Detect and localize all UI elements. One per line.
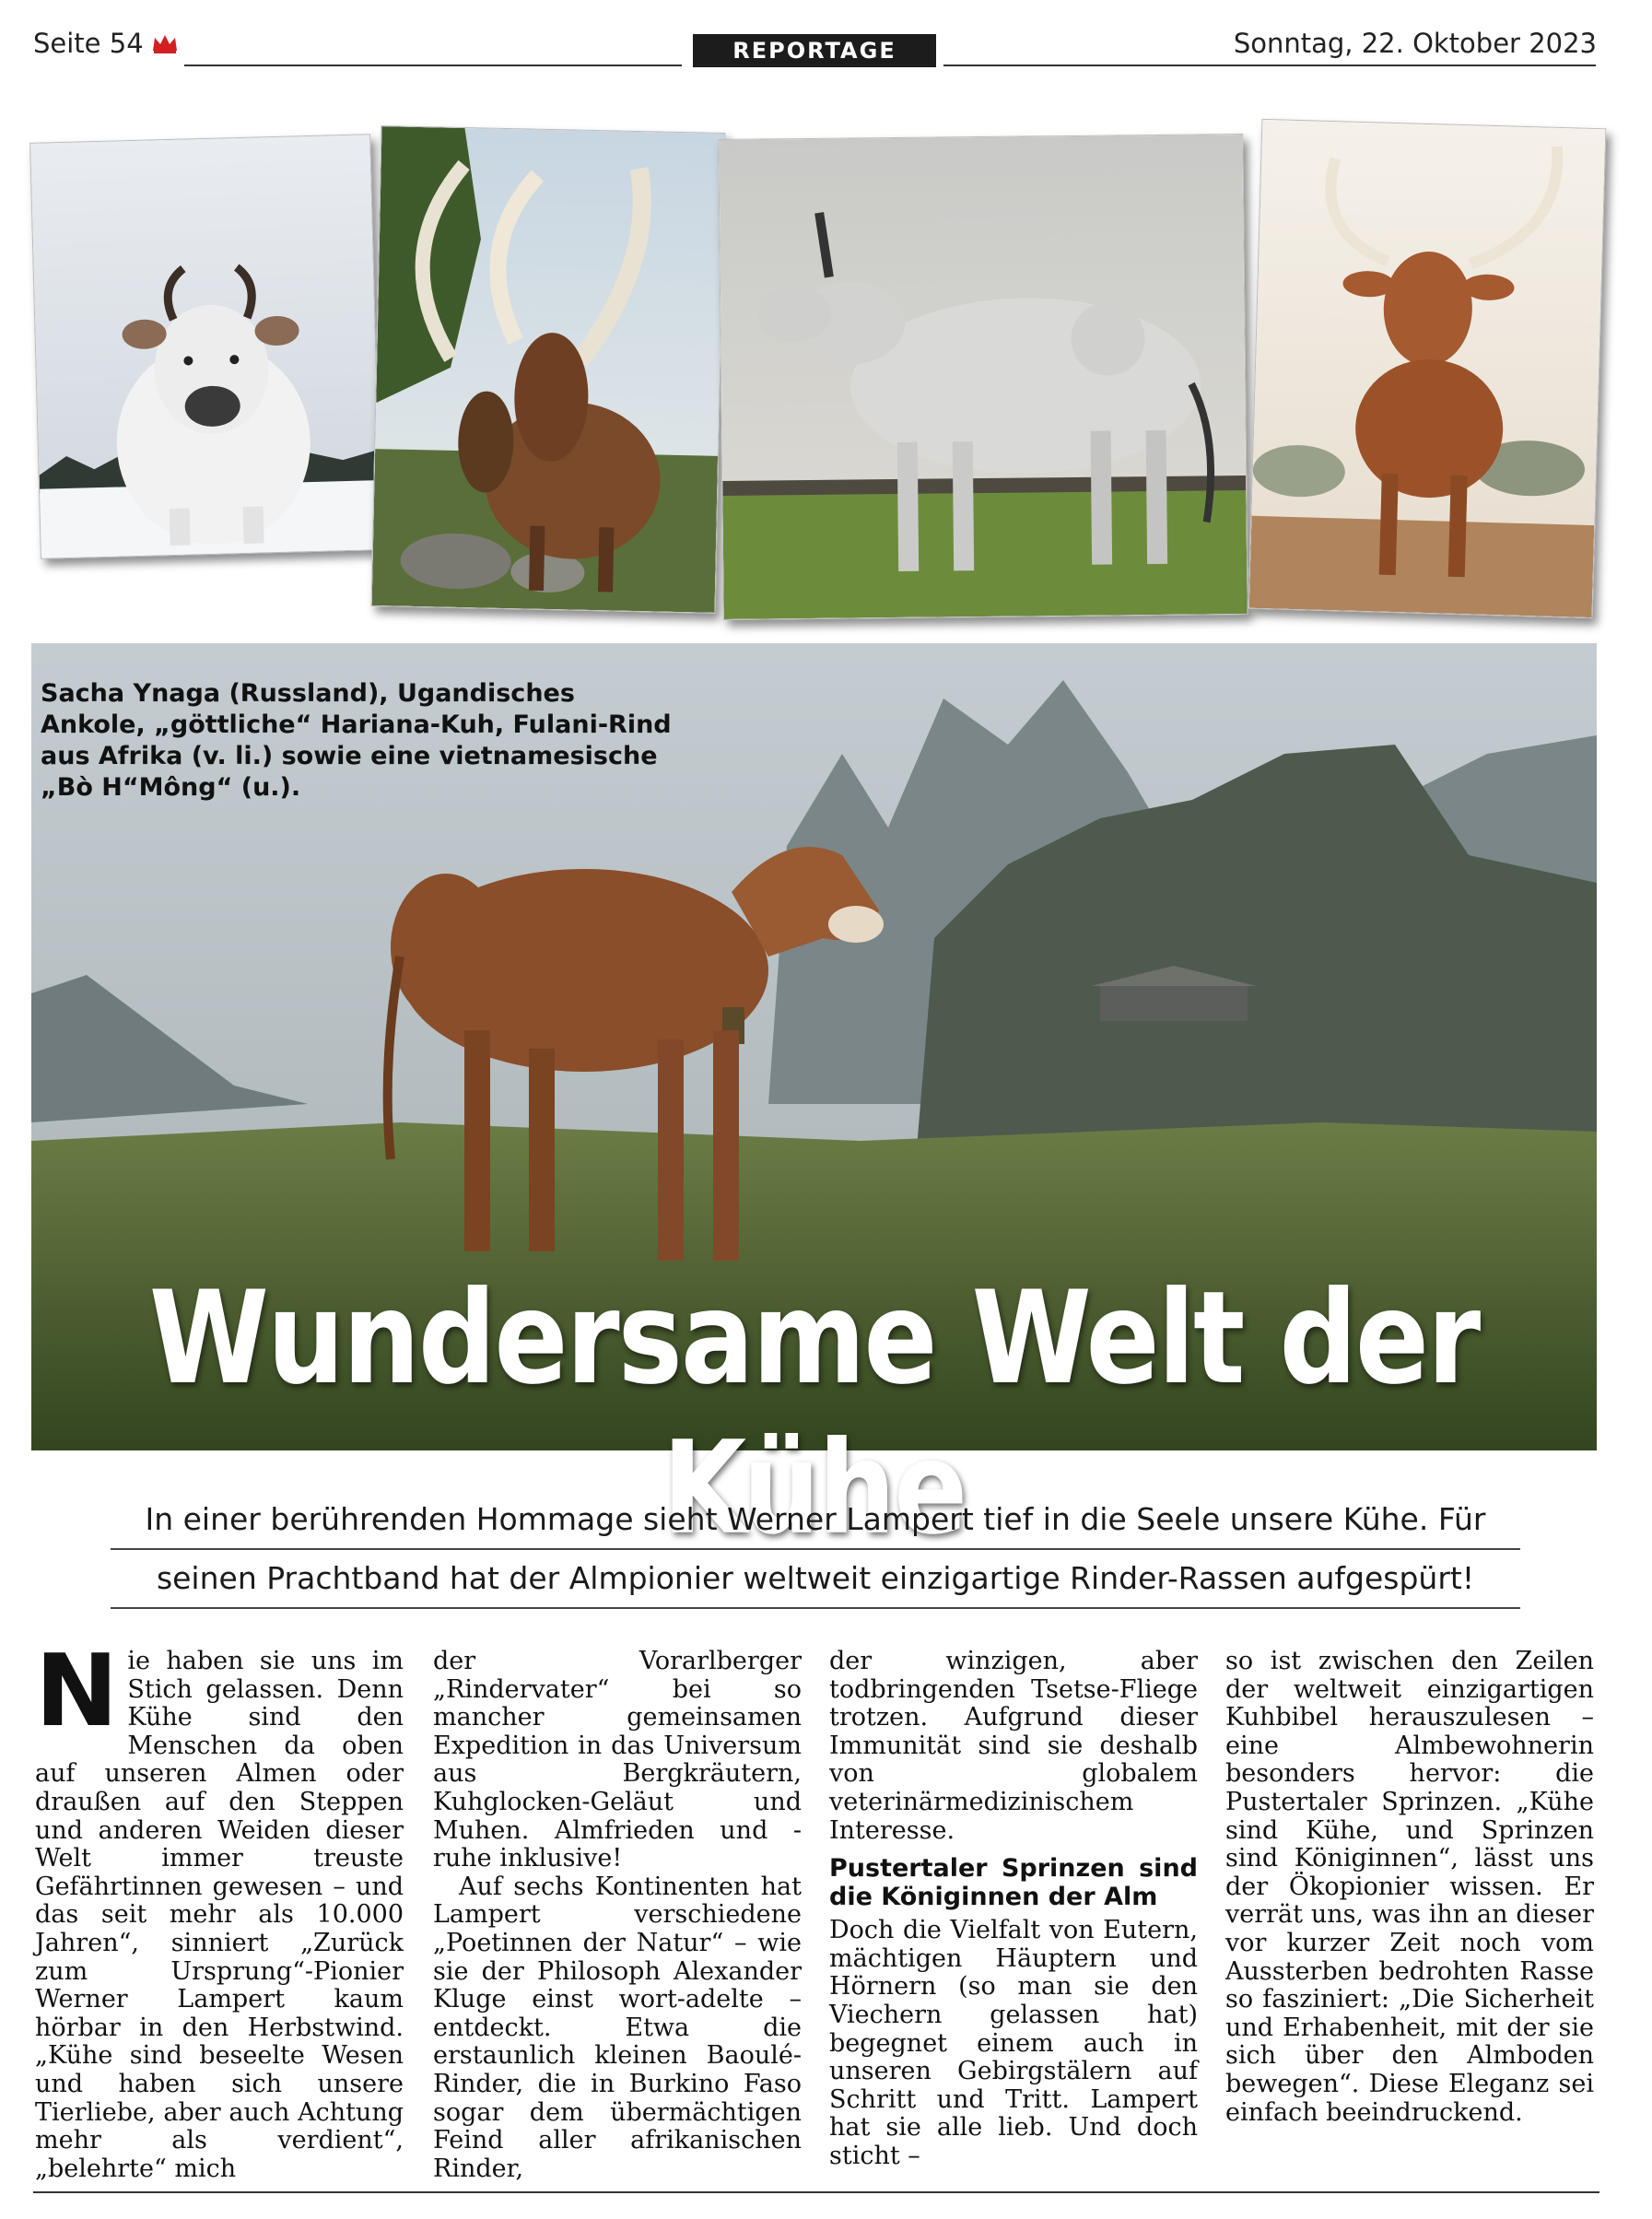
dropcap: N [35, 1634, 119, 1749]
photo-white-cow [29, 134, 381, 559]
subheading: Pustertaler Sprinzen sind die Königinnen der Alm [829, 1854, 1198, 1912]
headline: Wundersame Welt der Kühe [148, 1262, 1480, 1563]
photo-caption: Sacha Ynaga (Russland), Ugandisches Ankole, „göttliche“ Hariana-Kuh, Fulani-Rind aus Afrika (v. li.) sowie eine vietnamesische „Bò H“Mông“ (u.). [41, 679, 672, 802]
teaser-line-1: In einer berührenden Hommage sieht Werner Lampert tief in die Seele unsere Kühe. Für [111, 1491, 1520, 1550]
section-badge: REPORTAGE [693, 34, 936, 67]
teaser-line-2: seinen Prachtband hat der Almpionier weltweit einzigartige Rinder-Rassen aufgespürt! [111, 1550, 1520, 1609]
photo-brown-longhorn [1248, 119, 1607, 618]
page-number [33, 28, 179, 59]
article-paragraph: Doch die Vielfalt von Eutern, mächtigen Häuptern und Hörnern (so man sie den Viechern gelassen hat) begegnet einem auch in unseren Gebirgstälern auf Schritt und Tritt. Lampert hat sie alle lieb. Und doch sticht – [829, 1916, 1198, 2170]
photo-ankole-cattle [371, 125, 726, 614]
header-rule-left [184, 65, 682, 66]
page-label: Seite 54 [33, 28, 144, 59]
article-column-1 [35, 1634, 404, 2183]
footer-rule [33, 2191, 1599, 2193]
crown-icon [151, 32, 179, 54]
photo-white-zebu [718, 134, 1248, 620]
article-column-2 [433, 1648, 802, 2183]
article-paragraph: so ist zwischen den Zeilen der weltweit einzigartigen Kuhbibel herauszulesen – eine Almbewohnerin besonders hervor: die Pustertaler Sprinzen. „Kühe sind Kühe, und Sprinzen sind Königinnen“, lässt uns der Ökopionier wissen. Er verrät uns, was ihn an dieser vor kurzer Zeit noch vom Aussterben bedrohten Rasse so fasziniert: „Die Sicherheit und Erhabenheit, mit der sie sich über den Almboden bewegen“. Diese Eleganz sei einfach beeindruckend. [1225, 1647, 1594, 2127]
article-paragraph: der Vorarlberger „Rindervater“ bei so mancher gemeinsamen Expedition in das Universum aus Bergkräutern, Kuhglocken-Geläut und Muhen. Almfrieden und -ruhe inklusive! [433, 1647, 802, 1873]
article-column-4 [1225, 1648, 1594, 2127]
article-column-3 [829, 1648, 1198, 2171]
article-paragraph: der winzigen, aber todbringenden Tsetse-Fliege trotzen. Aufgrund dieser Immunität sind sie deshalb von globalem veterinärmedizinischem Interesse. [829, 1647, 1198, 1845]
header-rule-right [943, 65, 1596, 66]
article-paragraph: Auf sechs Kontinenten hat Lampert verschiedene „Poetinnen der Natur“ – wie sie der Philosoph Alexander Kluge einst wort-adelte – entdeckt. Etwa die erstaunlich kleinen Baoulé-Rinder, die in Burkino Faso sogar dem übermächtigen Feind aller afrikanischen Rinder, [433, 1872, 802, 2183]
issue-date: Sonntag, 22. Oktober 2023 [1233, 28, 1597, 59]
teaser [111, 1491, 1520, 1609]
article-paragraph: ie haben sie uns im Stich gelassen. Denn Kühe sind den Menschen da oben auf unseren Almen oder draußen auf den Steppen und anderen Weiden dieser Welt immer treuste Gefährtinnen gewesen – und das seit mehr als 10.000 Jahren“, sinniert „Zurück zum Ursprung“-Pionier Werner Lampert kaum hörbar in den Herbstwind. „Kühe sind beseelte Wesen und haben sich unsere Tierliebe, aber auch Achtung mehr als verdient“, „belehrte“ mich [35, 1647, 404, 2183]
